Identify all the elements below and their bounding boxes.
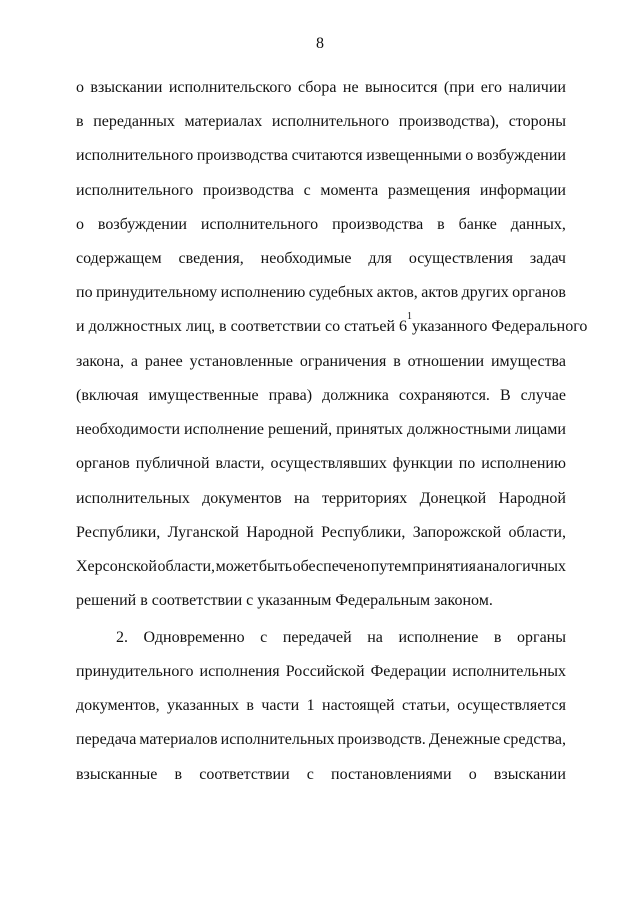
word: сбора — [297, 79, 337, 96]
word: имущественные — [148, 387, 259, 404]
paragraph-1-line — [76, 283, 566, 303]
word: осуществления — [408, 250, 513, 267]
word: области, — [157, 558, 216, 575]
paragraph-1-line — [76, 454, 566, 474]
word: исполнению — [220, 284, 306, 301]
word: для — [368, 250, 392, 267]
word: с — [306, 766, 314, 783]
word: переданных — [93, 113, 175, 130]
word: соответствии — [199, 766, 290, 783]
word: должника — [322, 387, 389, 404]
paragraph-1-line — [76, 523, 566, 543]
word: лицами — [515, 421, 566, 438]
word: Федерации — [370, 663, 447, 680]
word: исполнительного — [76, 147, 194, 164]
paragraph-1-line — [76, 386, 566, 406]
word: Луганской — [167, 524, 239, 541]
word: исполнительского — [168, 79, 292, 96]
word: быть — [258, 558, 293, 575]
line-text: и должностных лиц, в соответствии со статьей 6 — [76, 318, 407, 335]
word: на — [367, 629, 383, 646]
word: аналогичных — [476, 558, 566, 575]
word: Запорожской — [412, 524, 502, 541]
word: указанных — [167, 697, 239, 714]
word: сведения, — [178, 250, 244, 267]
word: исполнительного — [76, 182, 194, 199]
word: осуществляется — [457, 697, 566, 714]
paragraph-1-line — [76, 352, 566, 372]
word: взысканные — [76, 766, 158, 783]
word: Народной — [246, 524, 314, 541]
word: а — [130, 353, 139, 370]
word: путем — [370, 558, 412, 575]
word: статьи, — [402, 697, 450, 714]
word: исполнительного — [271, 113, 390, 130]
word: В — [499, 387, 511, 404]
paragraph-2-line — [76, 730, 566, 750]
word: исполнению — [481, 455, 566, 472]
word: взыскании — [493, 766, 566, 783]
paragraph-1-line — [76, 557, 566, 577]
word: необходимости — [76, 421, 181, 438]
word: Народной — [498, 490, 566, 507]
word: исполнительных — [76, 490, 190, 507]
paragraph-2-line — [76, 696, 566, 716]
paragraph-2-line — [76, 765, 566, 785]
paragraph-1-last-line: решений в соответствии с указанным Федеральным законом. — [76, 592, 493, 609]
word: производств. — [337, 731, 426, 748]
word: обеспечено — [292, 558, 371, 575]
paragraph-1-line — [76, 146, 566, 166]
paragraph-1-line — [76, 78, 566, 98]
page-number: 8 — [316, 35, 324, 52]
word: Одновременно — [143, 629, 245, 646]
word: производства — [332, 216, 424, 233]
word: Денежные — [428, 731, 501, 748]
word: должностными — [406, 421, 512, 438]
word: в — [437, 216, 445, 233]
word: выносится — [364, 79, 438, 96]
word: органов — [76, 455, 130, 472]
word: Республики, — [76, 524, 161, 541]
word: ограничения — [299, 353, 387, 370]
word: территориях — [321, 490, 408, 507]
word: осуществлявших — [270, 455, 387, 472]
word: (при — [443, 79, 475, 96]
word: функции — [392, 455, 453, 472]
word: может — [215, 558, 259, 575]
paragraph-1-line-with-footnote — [76, 311, 588, 337]
word: на — [293, 490, 310, 507]
word: принудительному — [96, 284, 218, 301]
word: не — [342, 79, 359, 96]
word: производства — [196, 147, 288, 164]
word: исполнения — [199, 663, 280, 680]
word: содержащем — [76, 250, 162, 267]
word: сохраняются. — [398, 387, 490, 404]
word: других — [461, 284, 509, 301]
word: Российской — [285, 663, 365, 680]
word: отношении — [407, 353, 485, 370]
word: Херсонской — [76, 558, 157, 575]
paragraph-2-line — [76, 662, 566, 682]
word: в — [493, 629, 502, 646]
word: части — [261, 697, 300, 714]
word: исполнительных — [220, 731, 335, 748]
word: производства), — [398, 113, 500, 130]
word: средства, — [503, 731, 566, 748]
word: передачей — [282, 629, 352, 646]
word: закона, — [76, 353, 125, 370]
word: принятия — [412, 558, 477, 575]
word: органы — [517, 629, 566, 646]
word: исполнительного — [200, 216, 319, 233]
word: материалах — [184, 113, 263, 130]
word: о — [465, 147, 474, 164]
paragraph-2-line — [116, 628, 566, 648]
word: исполнительных — [452, 663, 566, 680]
word: Донецкой — [419, 490, 487, 507]
word: задач — [529, 250, 566, 267]
paragraph-1-line — [76, 489, 566, 509]
word: материалов — [139, 731, 218, 748]
word: ранее — [144, 353, 183, 370]
word: момента — [320, 182, 379, 199]
paragraph-1-line — [76, 112, 566, 132]
word: актов — [421, 284, 459, 301]
word: судебных — [308, 284, 374, 301]
word: извещенными — [366, 147, 462, 164]
word: с — [303, 182, 311, 199]
word: о — [76, 79, 84, 96]
word: органов — [512, 284, 566, 301]
word: банке — [458, 216, 497, 233]
word: Республики, — [321, 524, 406, 541]
word: передача — [76, 731, 137, 748]
word: данных, — [510, 216, 566, 233]
word: принудительного — [76, 663, 194, 680]
word: в — [393, 353, 401, 370]
word: имущества — [490, 353, 566, 370]
line-text-tail: указанного Федерального — [412, 318, 588, 335]
word: по — [76, 284, 93, 301]
word: исполнение — [398, 629, 479, 646]
word: размещения — [387, 182, 471, 199]
word: возбуждении — [476, 147, 566, 164]
word: по — [458, 455, 476, 472]
word: 2. — [116, 629, 128, 646]
word: установленные — [189, 353, 294, 370]
word: решений, — [267, 421, 333, 438]
word: информации — [479, 182, 566, 199]
paragraph-1-line — [76, 420, 566, 440]
word: стороны — [508, 113, 566, 130]
word: (включая — [76, 387, 139, 404]
word: власти, — [215, 455, 265, 472]
word: его — [480, 79, 503, 96]
word: принятых — [336, 421, 403, 438]
word: постановлениями — [331, 766, 452, 783]
paragraph-1-line — [76, 249, 566, 269]
word: взыскании — [90, 79, 163, 96]
word: актов, — [376, 284, 418, 301]
word: 1 — [306, 697, 315, 714]
superscript: 1 — [407, 311, 412, 322]
word: с — [260, 629, 268, 646]
word: области, — [508, 524, 566, 541]
word: производства — [202, 182, 294, 199]
word: случае — [520, 387, 566, 404]
word: права) — [268, 387, 313, 404]
word: в — [246, 697, 254, 714]
paragraph-1-line — [76, 181, 566, 201]
word: публичной — [135, 455, 210, 472]
word: в — [174, 766, 183, 783]
word: о — [76, 216, 84, 233]
word: документов, — [76, 697, 160, 714]
word: считаются — [291, 147, 363, 164]
word: документов — [202, 490, 282, 507]
word: необходимые — [260, 250, 352, 267]
word: настоящей — [322, 697, 395, 714]
word: о — [468, 766, 477, 783]
word: возбуждении — [97, 216, 187, 233]
word: исполнение — [184, 421, 264, 438]
word: в — [76, 113, 84, 130]
word: наличии — [508, 79, 566, 96]
paragraph-1-line — [76, 215, 566, 235]
